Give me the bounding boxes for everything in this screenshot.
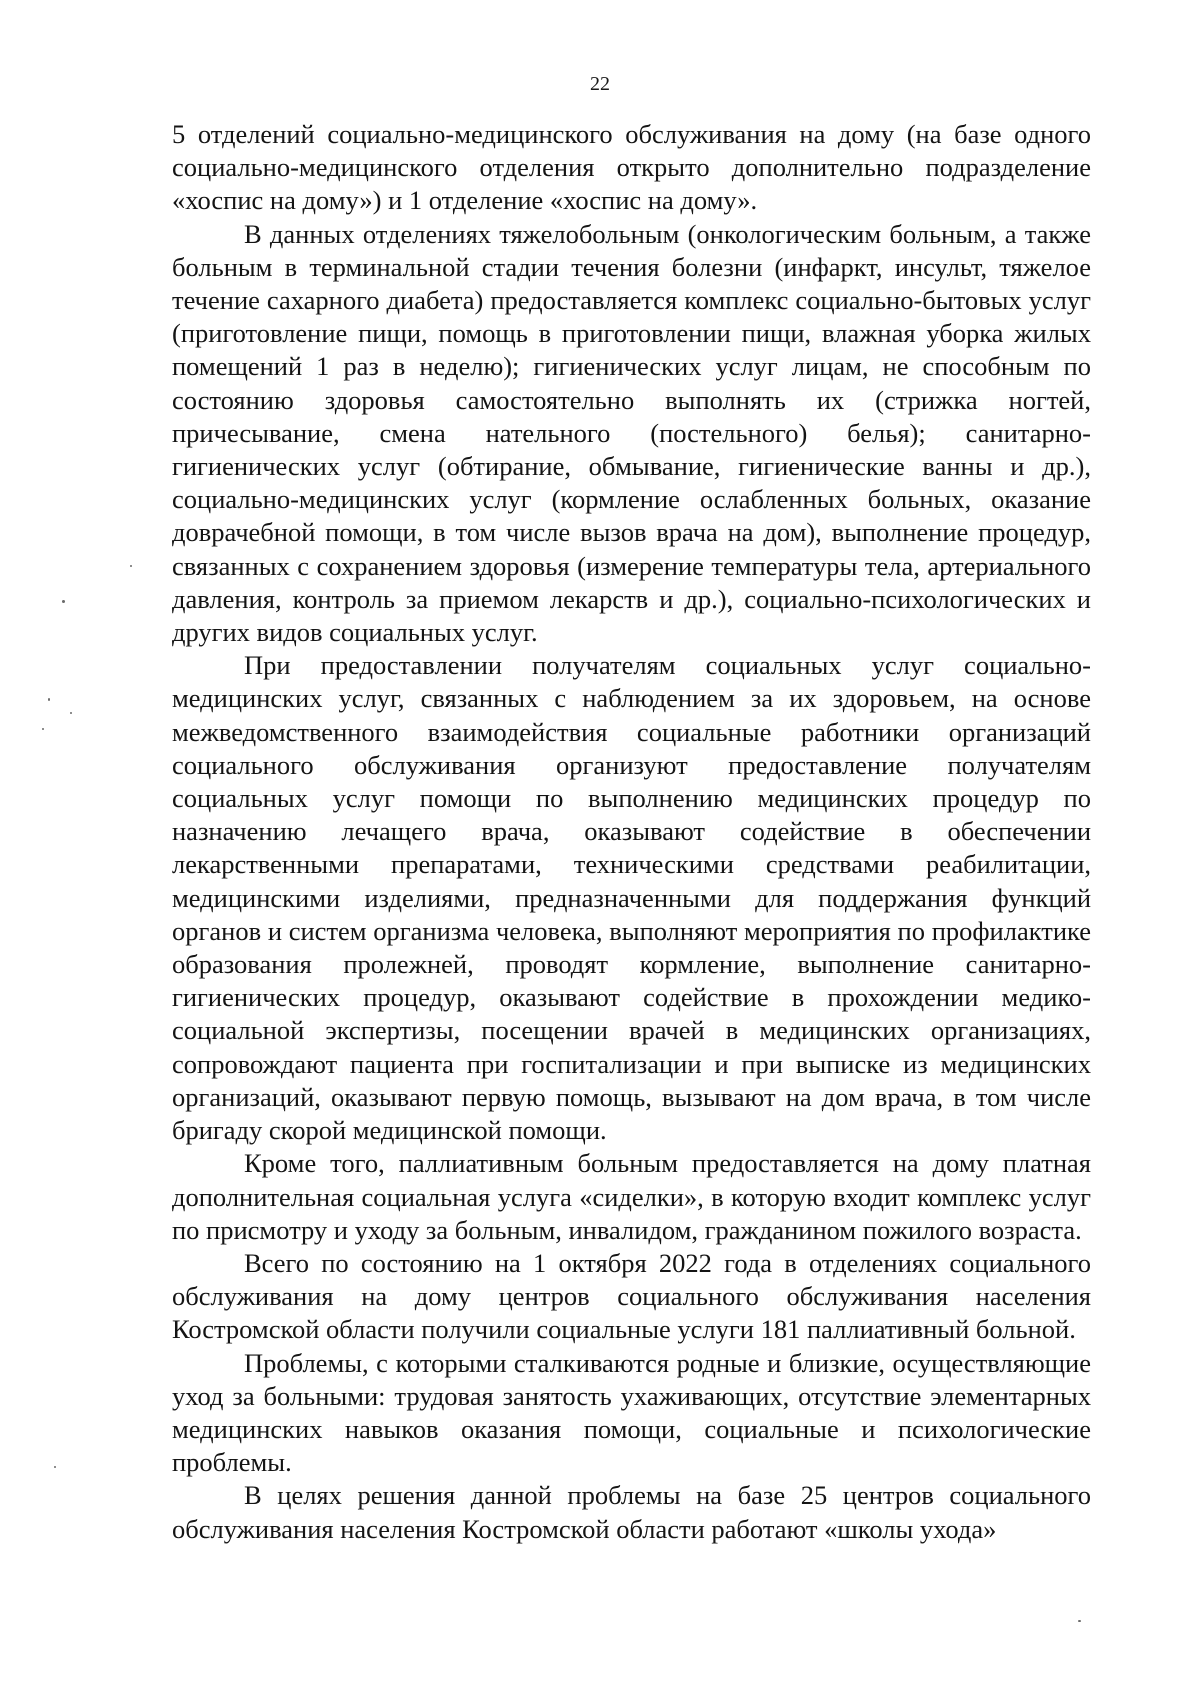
paragraph-2: В данных отделениях тяжелобольным (онкологическим больным, а также больным в терминальной стадии течения болезни (инфаркт, инсульт, тяжелое течение сахарного диабета) предоставляется комплекс социально-бытовых услуг (приготовление пищи, помощь в приготовлении пищи, влажная уборка жилых помещений 1 раз в неделю); гигиенических услуг лицам, не способным по состоянию здоровья самостоятельно выполнять их (стрижка ногтей, причесывание, смена нательного (постельного) белья); санитарно-гигиенических услуг (обтирание, обмывание, гигиенические ванны и др.), социально-медицинских услуг (кормление ослабленных больных, оказание доврачебной помощи, в том числе вызов врача на дом), выполнение процедур, связанных с сохранением здоровья (измерение температуры тела, артериального давления, контроль за приемом лекарств и др.), социально-психологических и других видов социальных услуг. [172,218,1091,648]
paragraph-5: Всего по состоянию на 1 октября 2022 года в отделениях социального обслуживания на дому центров социального обслуживания населения Костромской области получили социальные услуги 181 паллиативный больной. [172,1247,1091,1345]
paragraph-4: Кроме того, паллиативным больным предоставляется на дому платная дополнительная социальная услуга «сиделки», в которую входит комплекс услуг по присмотру и уходу за больным, инвалидом, гражданином пожилого возраста. [172,1148,1091,1245]
scan-speck [62,600,65,603]
scan-speck [130,565,132,567]
scan-speck [1078,1620,1081,1622]
scan-speck [42,728,44,730]
scan-speck [48,698,50,701]
scan-speck [70,712,72,714]
paragraph-3: При предоставлении получателям социальных услуг социально-медицинских услуг, связанных с наблюдением за их здоровьем, на основе межведомственного взаимодействия социальные работники организаций социального обслуживания организуют предоставление получателям социальных услуг помощи по выполнению медицинских процедур по назначению лечащего врача, оказывают содействие в обеспечении лекарственными препаратами, техническими средствами реабилитации, медицинскими изделиями, предназначенными для поддержания функций органов и систем организма человека, выполняют мероприятия по профилактике образования пролежней, проводят кормление, выполнение санитарно-гигиенических процедур, оказывают содействие в прохождении медико-социальной экспертизы, посещении врачей в медицинских организациях, сопровождают пациента при госпитализации и при выписке из медицинских организаций, оказывают первую помощь, вызывают на дом врача, в том числе бригаду скорой медицинской помощи. [172,650,1091,1146]
paragraph-1: 5 отделений социально-медицинского обслуживания на дому (на базе одного социально-медицинского отделения открыто дополнительно подразделение «хоспис на дому») и 1 отделение «хоспис на дому». [172,119,1091,216]
document-body [172,118,1091,1546]
paragraph-7: В целях решения данной проблемы на базе 25 центров социального обслуживания населения Костромской области работают «школы ухода» [172,1480,1091,1544]
scan-speck [54,1466,56,1468]
page-number: 22 [590,73,610,95]
paragraph-6: Проблемы, с которыми сталкиваются родные и близкие, осуществляющие уход за больными: трудовая занятость ухаживающих, отсутствие элементарных медицинских навыков оказания помощи, социальные и психологические проблемы. [172,1347,1091,1478]
